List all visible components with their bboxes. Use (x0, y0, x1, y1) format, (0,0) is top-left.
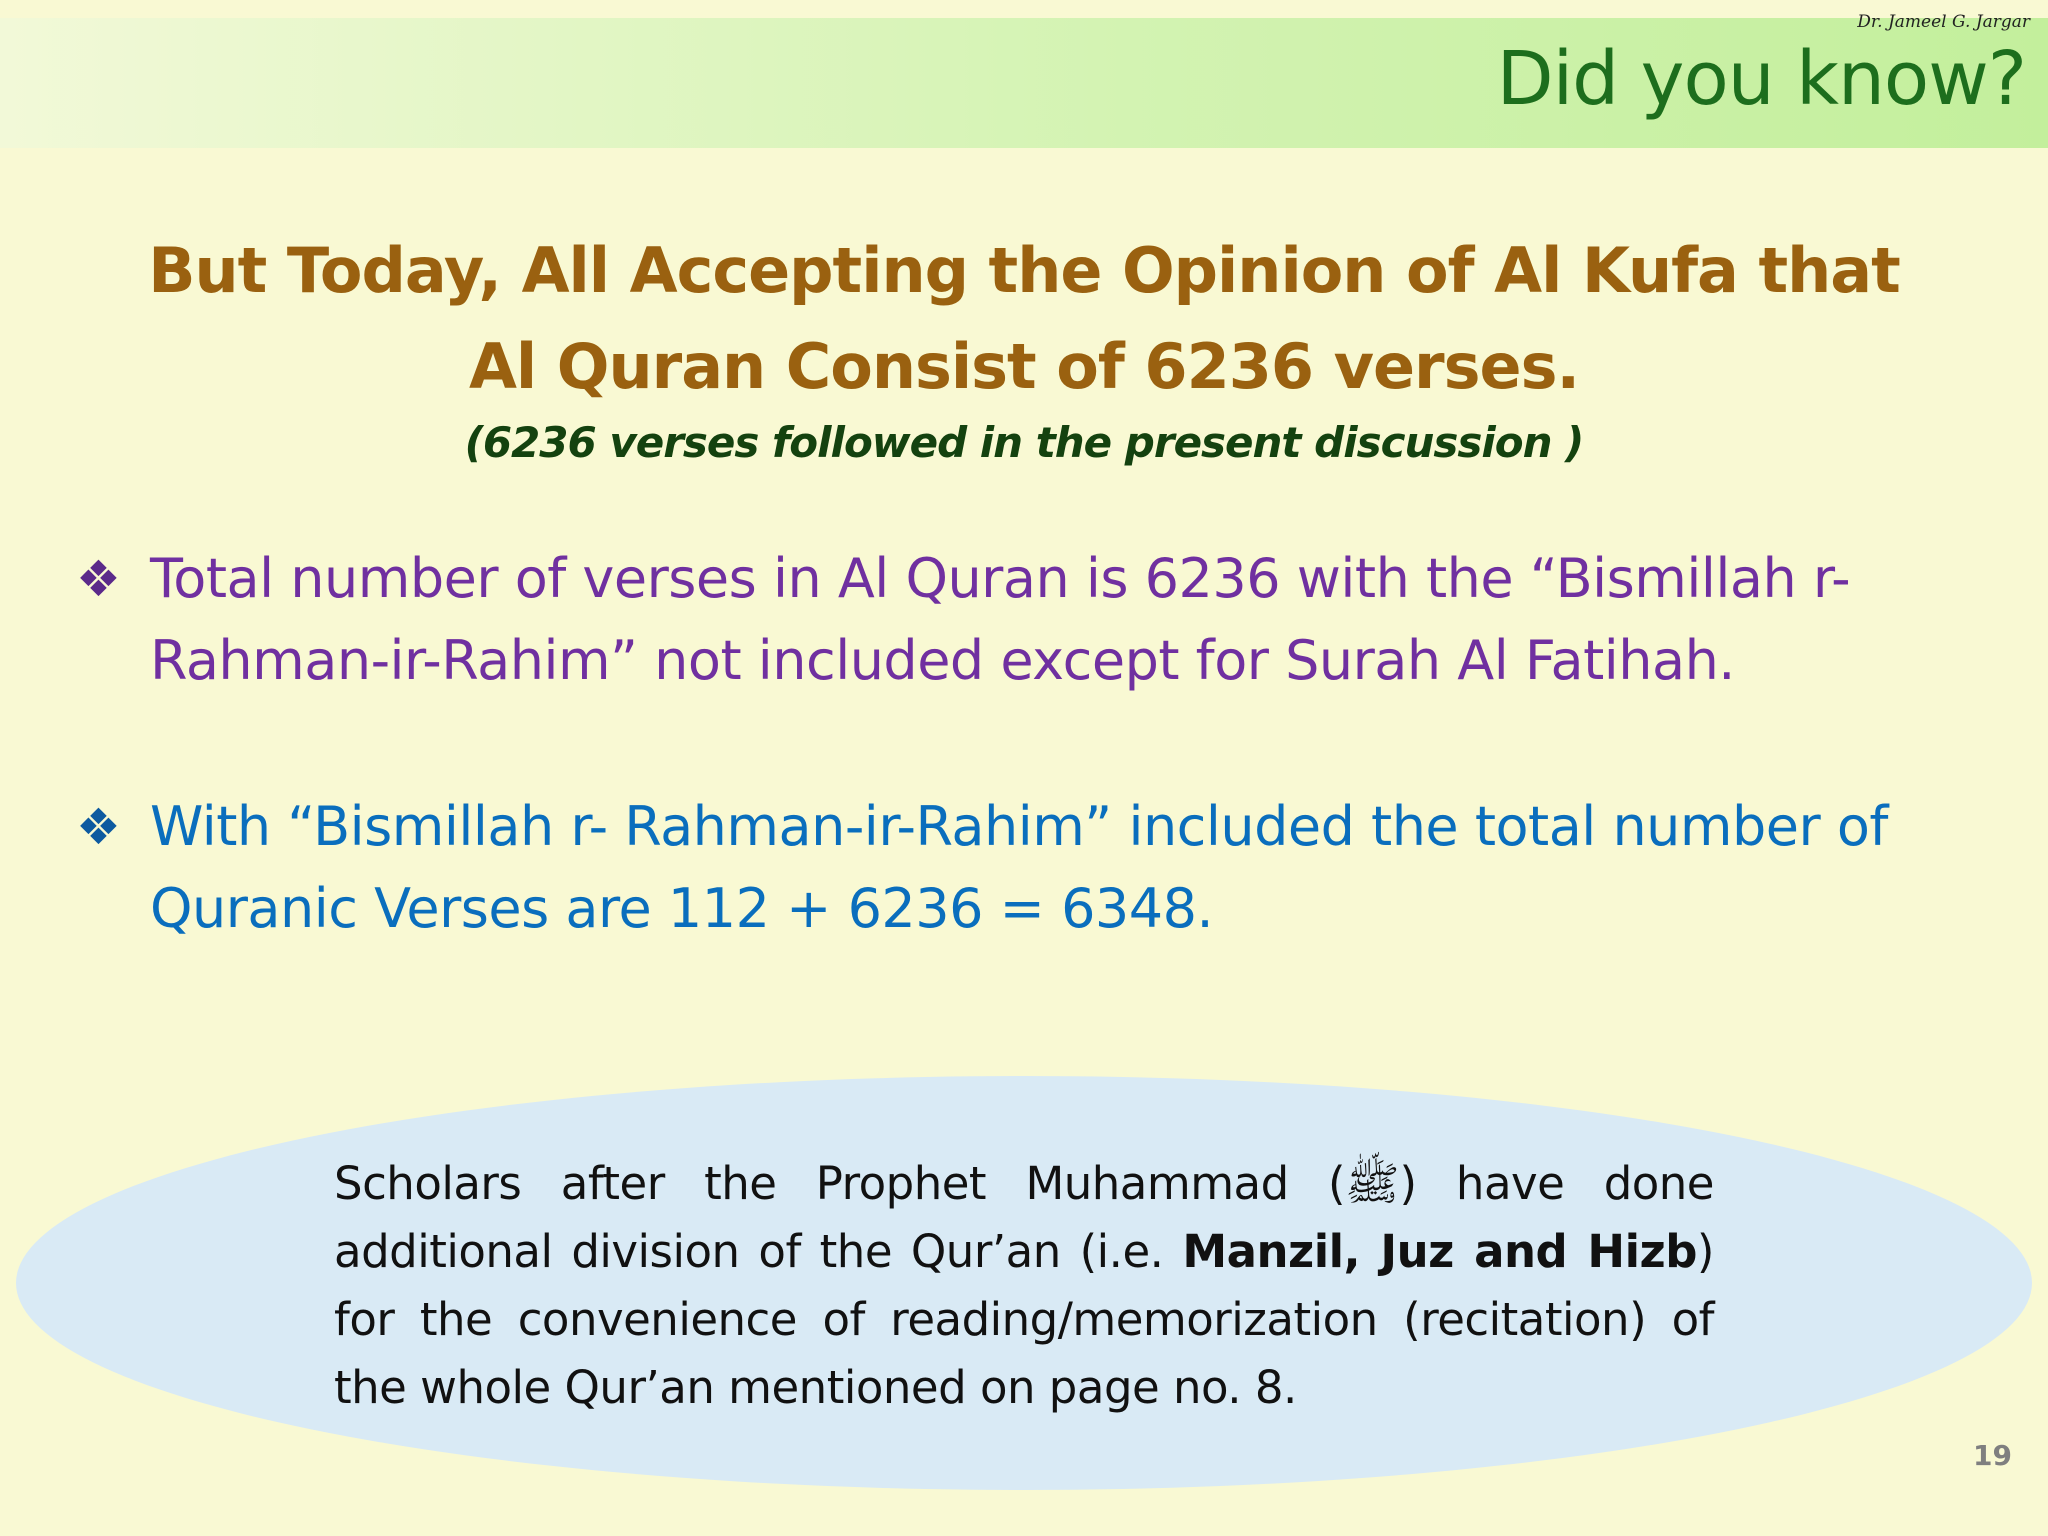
diamond-bullet-icon: ❖ (76, 550, 121, 608)
headline-line-2: Al Quran Consist of 6236 verses. (468, 330, 1580, 403)
bullet-text: With “Bismillah r- Rahman-ir-Rahim” included the total number of Quranic Verses are 112 + 6236 = 6348. (150, 795, 1888, 940)
author-name: Dr. Jameel G. Jargar (1857, 12, 2030, 32)
slide-number: 19 (1973, 1439, 2012, 1472)
headline-subtitle: (6236 verses followed in the present discussion ) (464, 418, 1584, 467)
header-title: Did you know? (1496, 36, 2026, 122)
callout-text-part-1: Scholars after the Prophet Muhammad (ﷺ) have done additional division of the Qur’an (i.e. (334, 1157, 1714, 1278)
bullet-item (76, 538, 1936, 702)
diamond-bullet-icon: ❖ (76, 798, 121, 856)
callout-emphasis: Manzil, Juz and Hizb (1182, 1225, 1697, 1278)
bullet-item (76, 786, 1936, 950)
headline-line-1: But Today, All Accepting the Opinion of Al Kufa that (148, 234, 1900, 307)
bullet-text: Total number of verses in Al Quran is 6236 with the “Bismillah r-Rahman-ir-Rahim” not included except for Surah Al Fatihah. (150, 547, 1851, 692)
callout-text (334, 1150, 1714, 1422)
callout-text-part-2: ) for the convenience of reading/memorization (recitation) of the whole Qur’an mentioned on page no. 8. (334, 1225, 1714, 1414)
